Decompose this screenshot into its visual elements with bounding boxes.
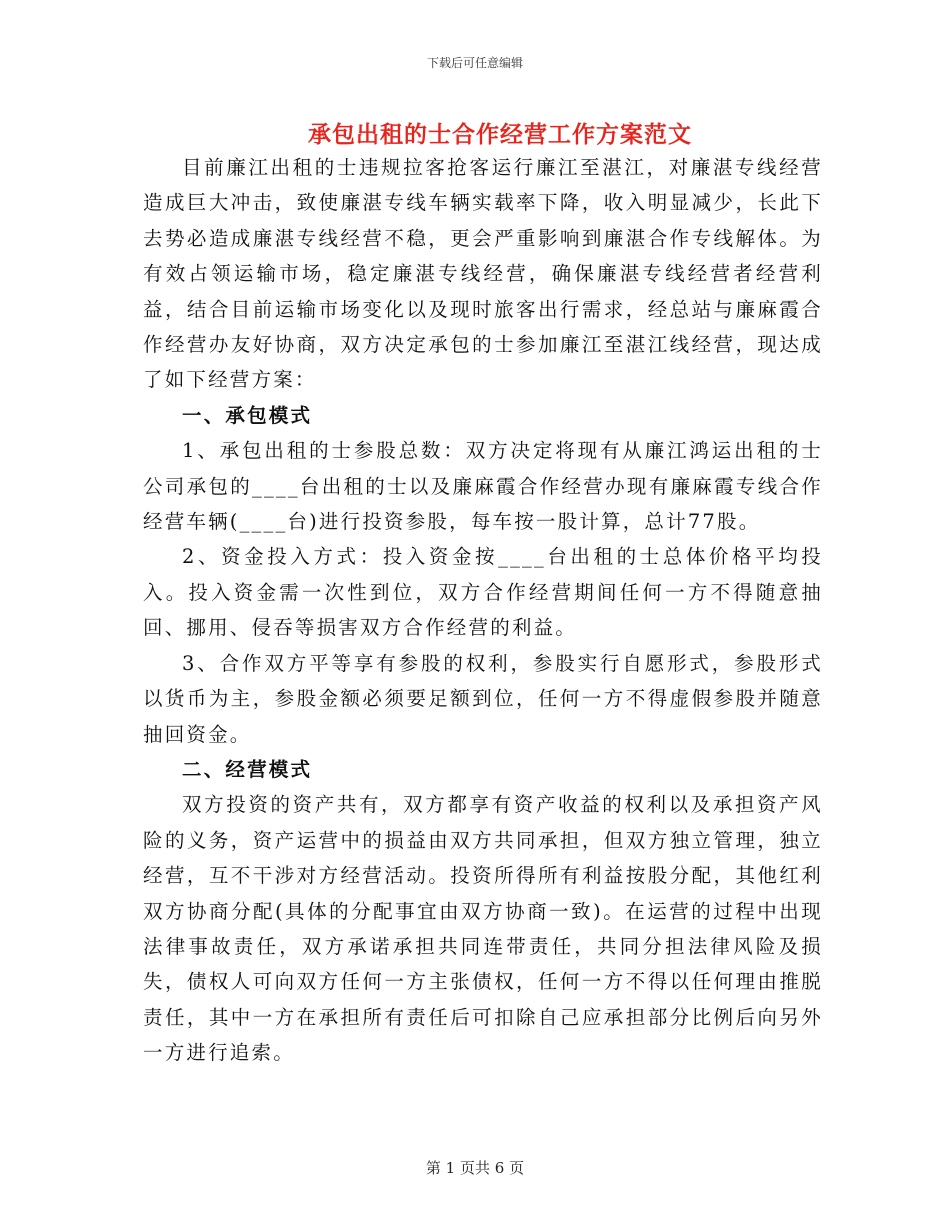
contract-item-3: 3、合作双方平等享有参股的权利，参股实行自愿形式，参股形式以货币为主，参股金额必须要足额到位，任何一方不得虚假参股并随意抽回资金。 <box>143 651 823 746</box>
document-title: 承包出租的士合作经营工作方案范文 <box>308 121 692 148</box>
document-body <box>143 150 823 1071</box>
contract-item-1: 1、承包出租的士参股总数：双方决定将现有从廉江鸿运出租的士公司承包的____台出租的士以及廉麻霞合作经营办现有廉麻霞专线合作经营车辆(____台)进行投资参股，每车按一股计算，总计77股。 <box>143 439 823 534</box>
intro-paragraph: 目前廉江出租的士违规拉客抢客运行廉江至湛江，对廉湛专线经营造成巨大冲击，致使廉湛专线车辆实载率下降，收入明显减少，长此下去势必造成廉湛专线经营不稳，更会严重影响到廉湛合作专线解体。为有效占领运输市场，稳定廉湛专线经营，确保廉湛专线经营者经营利益，结合目前运输市场变化以及现时旅客出行需求，经总站与廉麻霞合作经营办友好协商，双方决定承包的士参加廉江至湛江线经营，现达成了如下经营方案： <box>143 156 823 392</box>
page-footer-number: 第 1 页共 6 页 <box>425 1159 525 1177</box>
page-header-note: 下载后可任意编辑 <box>426 56 523 70</box>
contract-item-2: 2、资金投入方式：投入资金按____台出租的士总体价格平均投入。投入资金需一次性到位，双方合作经营期间任何一方不得随意抽回、挪用、侵吞等损害双方合作经营的利益。 <box>143 545 823 640</box>
operation-paragraph: 双方投资的资产共有，双方都享有资产收益的权利以及承担资产风险的义务，资产运营中的损益由双方共同承担，但双方独立管理，独立经营，互不干涉对方经营活动。投资所得所有利益按股分配，其他红利双方协商分配(具体的分配事宜由双方协商一致)。在运营的过程中出现法律事故责任，双方承诺承担共同连带责任，共同分担法律风险及损失，债权人可向双方任何一方主张债权，任何一方不得以任何理由推脱责任，其中一方在承担所有责任后可扣除自己应承担部分比例后向另外一方进行追索。 <box>143 793 823 1065</box>
section-heading-contract-mode: 一、承包模式 <box>182 403 313 427</box>
section-heading-operation-mode: 二、经营模式 <box>182 757 313 781</box>
